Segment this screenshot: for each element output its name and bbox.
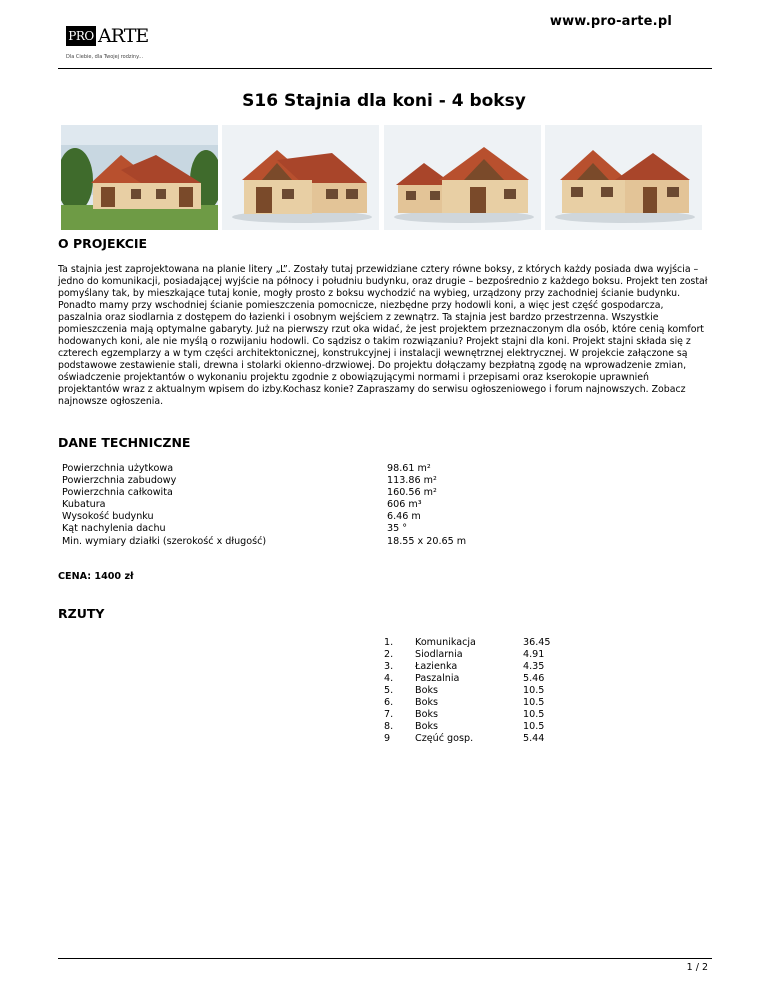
- room-number: 4.: [384, 673, 394, 684]
- room-area: 10.5: [523, 709, 545, 720]
- room-number: 8.: [384, 721, 394, 732]
- room-name: Częúć gosp.: [415, 733, 474, 744]
- room-area: 36.45: [523, 637, 551, 648]
- room-name: Siodlarnia: [415, 649, 463, 660]
- house-render-3[interactable]: [545, 125, 702, 230]
- room-area: 4.91: [523, 649, 545, 660]
- table-row: [384, 649, 550, 661]
- technical-table: [62, 463, 466, 548]
- room-number: 1.: [384, 637, 394, 648]
- table-row: [384, 673, 550, 685]
- room-name: Boks: [415, 685, 439, 696]
- table-row: [384, 637, 550, 649]
- table-row: [62, 463, 466, 475]
- table-row: [62, 536, 466, 548]
- spec-value: 6.46 m: [387, 511, 421, 523]
- room-name: Boks: [415, 697, 439, 708]
- room-area: 4.35: [523, 661, 545, 672]
- about-text: Ta stajnia jest zaprojektowana na planie litery „L”. Zostały tutaj przewidziane cztery równe boksy, z których każdy posiada dwa wyjścia – jedno do komunikacji, posiadającej wyjście na północy i południu budynku, oraz drugie – bezpośrednio z każdego boksu. Projekt ten został pomyślany tak, by mieszkające tutaj konie, mogły prosto z boksu wychodzić na wybieg, urządzony przy zachodniej ścianie budynku. Ponadto mamy przy wschodniej ścianie pomieszczenia pomocnicze, niezbędne przy hodowli koni, a więc jest część gospodarcza, paszalnia oraz siodlarnia z dostępem do łazienki i osobnym wejściem z zewnątrz. Ta stajnia jest bardzo przestrzenna. Wszystkie pomieszczenia mają optymalne gabaryty. Już na pierwszy rzut oka widać, że jest projektem przeznaczonym dla osób, które cenią komfort hodowanych koni, ale nie myślą o rozwijaniu hodowli. Co sądzisz o takim rozwiązaniu? Projekt stajni dla koni. Projekt stajni składa się z czterech egzemplarzy a w tym części architektonicznej, konstrukcyjnej i instalacji wewnętrznej elektrycznej. W projekcie załączone są podstawowe zestawienie stali, drewna i stolarki okienno-drzwiowej. Do projektu dołączamy bezpłatną zgodę na wprowadzenie zmian, oświadczenie projektantów o wykonaniu projektu zgodnie z obowiązującymi normami i przepisami oraz kserokopie uprawnień projektantów wraz z aktualnym wpisem do izby.Kochasz konie? Zapraszamy do serwisu ogłoszeniowego i forum najnowszych. Zobacz najnowsze ogłoszenia.: [58, 264, 708, 407]
- room-number: 7.: [384, 709, 394, 720]
- price: CENA: 1400 zł: [58, 571, 134, 582]
- room-area: 5.44: [523, 733, 545, 744]
- logo-tagline: Dla Ciebie, dla Twojej rodziny...: [66, 54, 144, 60]
- header-divider: [58, 68, 712, 69]
- rooms-table: [384, 637, 550, 745]
- room-area: 5.46: [523, 673, 545, 684]
- logo-text: ARTE: [98, 25, 149, 47]
- house-render-2[interactable]: [384, 125, 541, 230]
- table-row: [384, 733, 550, 745]
- logo[interactable]: [66, 26, 166, 66]
- page-number: 1 / 2: [686, 962, 708, 973]
- about-heading: O PROJEKCIE: [58, 236, 148, 251]
- spec-value: 35 °: [387, 523, 408, 535]
- spec-label: Powierzchnia całkowita: [62, 487, 173, 499]
- table-row: [384, 721, 550, 733]
- room-number: 9: [384, 733, 391, 744]
- site-url[interactable]: www.pro-arte.pl: [549, 14, 672, 29]
- table-row: [384, 697, 550, 709]
- spec-value: 98.61 m²: [387, 463, 431, 474]
- technical-heading: DANE TECHNICZNE: [58, 435, 191, 450]
- room-area: 10.5: [523, 721, 545, 732]
- house-render-1[interactable]: [222, 125, 379, 230]
- footer-divider: [58, 958, 712, 959]
- spec-label: Kąt nachylenia dachu: [62, 523, 166, 535]
- room-name: Łazienka: [415, 661, 458, 672]
- table-row: [62, 487, 466, 499]
- room-area: 10.5: [523, 685, 545, 696]
- spec-value: 113.86 m²: [387, 475, 437, 487]
- table-row: [62, 523, 466, 535]
- spec-label: Kubatura: [62, 499, 106, 511]
- spec-value: 606 m³: [387, 499, 422, 511]
- logo-box: PRO: [66, 26, 96, 46]
- room-number: 6.: [384, 697, 394, 708]
- table-row: [62, 499, 466, 511]
- room-name: Paszalnia: [415, 673, 460, 684]
- table-row: [384, 709, 550, 721]
- room-area: 10.5: [523, 697, 545, 708]
- page-title: S16 Stajnia dla koni - 4 boksy: [242, 91, 526, 111]
- spec-label: Min. wymiary działki (szerokość x długość): [62, 535, 267, 547]
- spec-label: Powierzchnia użytkowa: [62, 463, 174, 474]
- floorplans-heading: RZUTY: [58, 606, 105, 621]
- table-row: [384, 685, 550, 697]
- room-number: 2.: [384, 649, 394, 660]
- table-row: [62, 511, 466, 523]
- room-number: 3.: [384, 661, 394, 672]
- gallery: [61, 125, 702, 230]
- room-name: Komunikacja: [415, 637, 476, 648]
- room-name: Boks: [415, 721, 439, 732]
- spec-label: Wysokość budynku: [62, 511, 154, 523]
- house-photo[interactable]: [61, 125, 218, 230]
- room-name: Boks: [415, 709, 439, 720]
- spec-value: 18.55 x 20.65 m: [387, 535, 467, 547]
- table-row: [62, 475, 466, 487]
- spec-label: Powierzchnia zabudowy: [62, 475, 177, 487]
- room-number: 5.: [384, 685, 394, 696]
- table-row: [384, 661, 550, 673]
- spec-value: 160.56 m²: [387, 487, 437, 499]
